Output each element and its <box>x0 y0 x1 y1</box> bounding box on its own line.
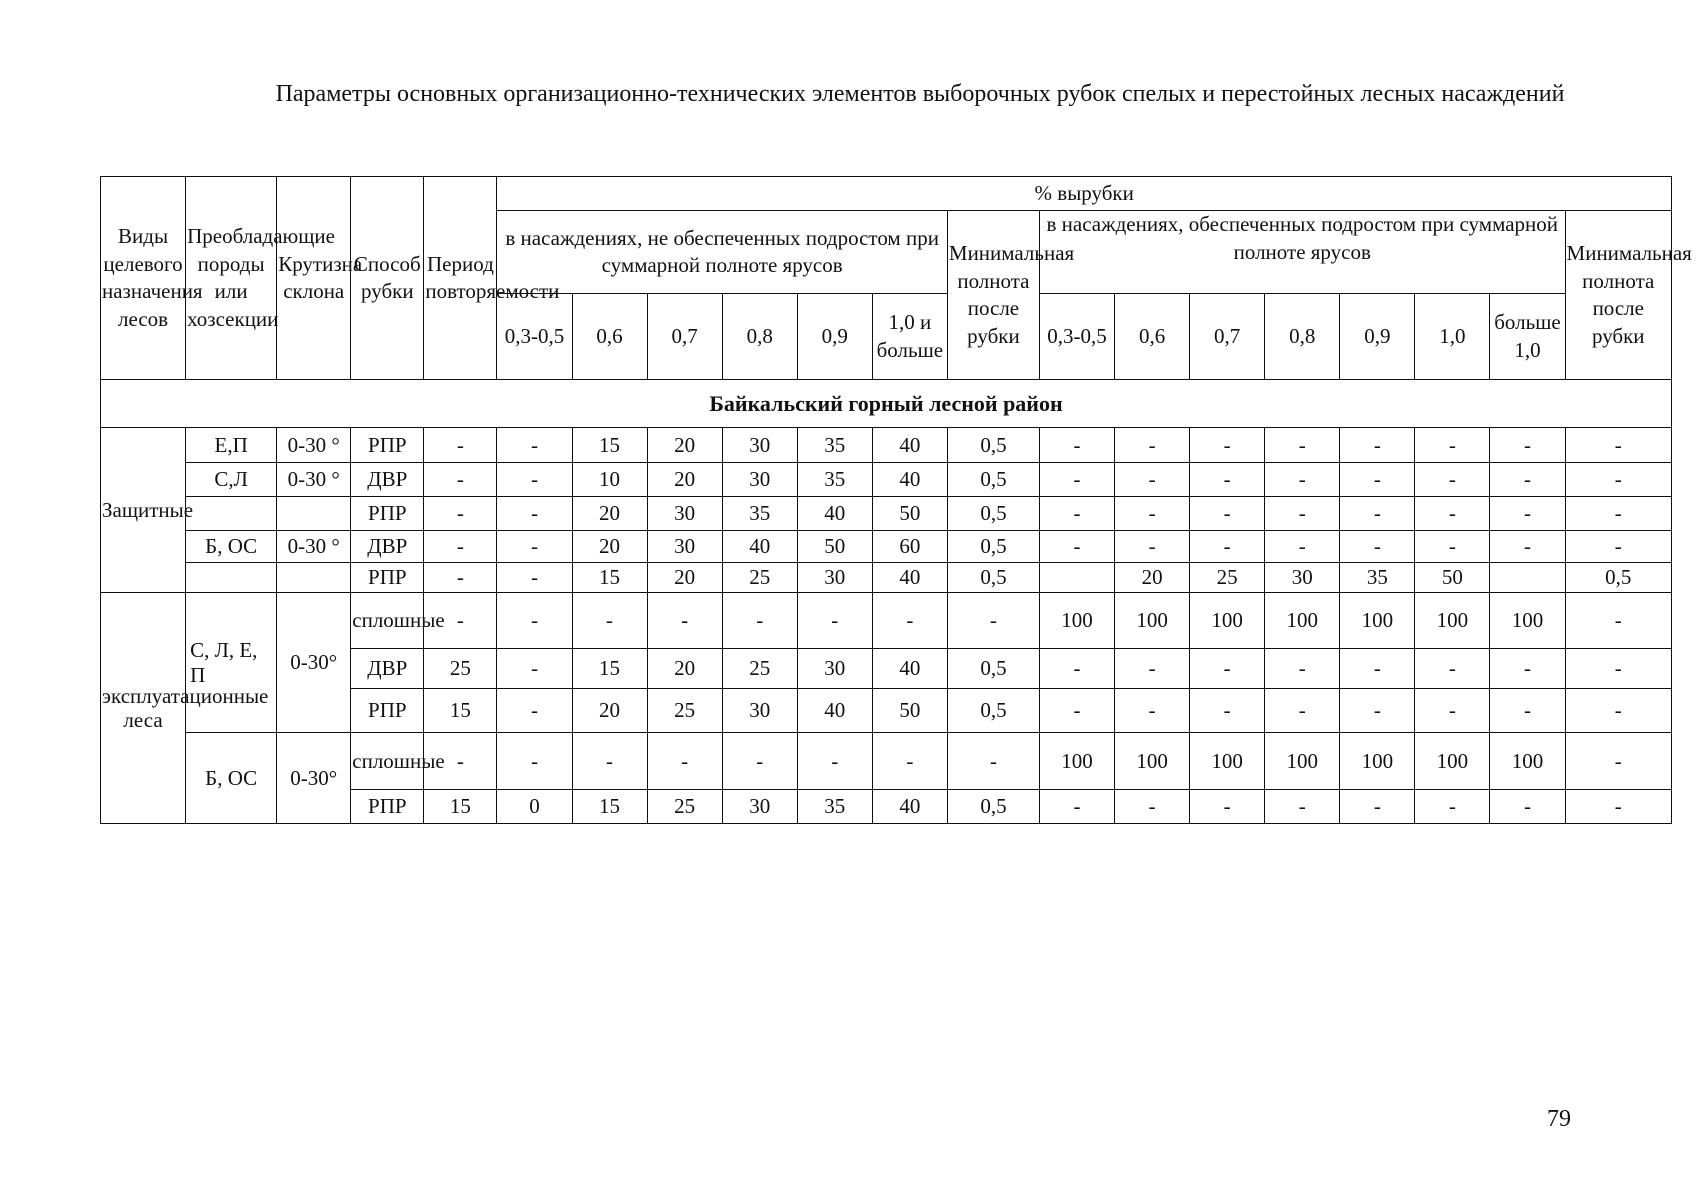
period-cell: 15 <box>424 790 497 824</box>
method-cell: РПР <box>351 428 424 463</box>
value-cell: 35 <box>797 428 872 463</box>
subheader-not: 0,8 <box>722 294 797 380</box>
value-cell: - <box>497 689 572 733</box>
value-cell: 40 <box>872 790 947 824</box>
value-cell: 40 <box>872 463 947 497</box>
value-cell: 20 <box>572 497 647 531</box>
value-cell: 100 <box>1415 593 1490 649</box>
value-cell: - <box>497 463 572 497</box>
value-cell: 60 <box>872 531 947 563</box>
slope-cell: 0-30 ° <box>277 463 351 497</box>
value-cell: - <box>1115 649 1190 689</box>
value-cell: 20 <box>647 649 722 689</box>
subheader-not: 1,0 и больше <box>872 294 947 380</box>
slope-cell: 0-30° <box>277 593 351 733</box>
value-cell: 25 <box>722 649 797 689</box>
value-cell: - <box>1340 497 1415 531</box>
value-cell: - <box>1490 428 1565 463</box>
value-cell: 20 <box>572 689 647 733</box>
header-min-density-yes: Минимальная полнота после рубки <box>1565 211 1671 380</box>
value-cell: - <box>1490 463 1565 497</box>
value-cell: 100 <box>1340 733 1415 790</box>
method-cell: ДВР <box>351 531 424 563</box>
value-cell: 20 <box>572 531 647 563</box>
min-density-cell: - <box>1565 790 1671 824</box>
value-cell: - <box>1415 428 1490 463</box>
species-cell: С, Л, Е, П <box>186 593 277 733</box>
min-density-cell: 0,5 <box>947 531 1039 563</box>
value-cell: - <box>1490 497 1565 531</box>
value-cell: - <box>1265 790 1340 824</box>
min-density-cell: - <box>1565 497 1671 531</box>
value-cell: - <box>1039 428 1114 463</box>
period-cell: - <box>424 531 497 563</box>
slope-cell: 0-30 ° <box>277 531 351 563</box>
value-cell: 25 <box>647 689 722 733</box>
page-title: Параметры основных организационно-технических элементов выборочных рубок спелых и перестойных лесных насаждений <box>275 81 1565 107</box>
min-density-cell: - <box>1565 689 1671 733</box>
value-cell: - <box>572 733 647 790</box>
slope-cell: 0-30 ° <box>277 428 351 463</box>
value-cell: 40 <box>872 649 947 689</box>
value-cell: - <box>1340 649 1415 689</box>
value-cell: 50 <box>797 531 872 563</box>
value-cell: 30 <box>722 790 797 824</box>
value-cell: 30 <box>722 428 797 463</box>
value-cell: 100 <box>1115 733 1190 790</box>
table-row <box>101 531 1672 563</box>
value-cell: - <box>1490 649 1565 689</box>
value-cell: - <box>1490 790 1565 824</box>
header-group-provided: в насаждениях, обеспеченных подростом при суммарной полноте ярусов <box>1039 211 1565 294</box>
table-row <box>101 428 1672 463</box>
value-cell: 25 <box>647 790 722 824</box>
value-cell: - <box>497 649 572 689</box>
value-cell: - <box>1415 463 1490 497</box>
value-cell: - <box>1265 649 1340 689</box>
value-cell: 15 <box>572 790 647 824</box>
value-cell: - <box>1115 463 1190 497</box>
subheader-yes: 1,0 <box>1415 294 1490 380</box>
value-cell: - <box>1115 531 1190 563</box>
value-cell: - <box>1340 689 1415 733</box>
value-cell: - <box>1039 649 1114 689</box>
value-cell: - <box>1265 531 1340 563</box>
subheader-yes: 0,8 <box>1265 294 1340 380</box>
value-cell: 10 <box>572 463 647 497</box>
value-cell: 40 <box>872 428 947 463</box>
min-density-cell: 0,5 <box>947 649 1039 689</box>
value-cell: - <box>872 733 947 790</box>
value-cell: - <box>1115 790 1190 824</box>
method-cell: ДВР <box>351 649 424 689</box>
value-cell: 100 <box>1039 733 1114 790</box>
value-cell: 50 <box>1415 563 1490 593</box>
table-row <box>101 593 1672 649</box>
value-cell: - <box>1039 790 1114 824</box>
min-density-cell: - <box>947 733 1039 790</box>
value-cell: - <box>497 531 572 563</box>
value-cell: 35 <box>1340 563 1415 593</box>
value-cell: 30 <box>797 649 872 689</box>
value-cell: - <box>1340 531 1415 563</box>
value-cell: 30 <box>1265 563 1340 593</box>
min-density-cell: - <box>1565 463 1671 497</box>
min-density-cell: - <box>947 593 1039 649</box>
value-cell: - <box>1265 689 1340 733</box>
value-cell: 100 <box>1190 593 1265 649</box>
value-cell: 30 <box>647 531 722 563</box>
value-cell: 15 <box>572 563 647 593</box>
value-cell: - <box>1190 463 1265 497</box>
period-cell: - <box>424 428 497 463</box>
value-cell: - <box>497 593 572 649</box>
value-cell: - <box>572 593 647 649</box>
value-cell: 100 <box>1340 593 1415 649</box>
species-cell-empty <box>186 563 277 593</box>
min-density-cell: 0,5 <box>1565 563 1671 593</box>
subheader-not: 0,9 <box>797 294 872 380</box>
value-cell: 20 <box>647 563 722 593</box>
value-cell: 20 <box>647 463 722 497</box>
value-cell: 15 <box>572 428 647 463</box>
subheader-yes: 0,6 <box>1115 294 1190 380</box>
species-cell: Б, ОС <box>186 733 277 824</box>
value-cell: 35 <box>797 463 872 497</box>
value-cell: - <box>497 497 572 531</box>
species-cell: С,Л <box>186 463 277 497</box>
value-cell: 25 <box>722 563 797 593</box>
slope-cell-empty <box>277 563 351 593</box>
method-cell: РПР <box>351 497 424 531</box>
value-cell: - <box>1039 531 1114 563</box>
header-vidy: Виды целевого назначения лесов <box>101 177 186 380</box>
header-vyrubka: % вырубки <box>497 177 1672 211</box>
value-cell <box>1039 563 1114 593</box>
period-cell: - <box>424 733 497 790</box>
value-cell: 100 <box>1490 733 1565 790</box>
min-density-cell: 0,5 <box>947 428 1039 463</box>
value-cell: 30 <box>722 689 797 733</box>
min-density-cell: - <box>1565 593 1671 649</box>
value-cell: - <box>1190 428 1265 463</box>
value-cell: - <box>1490 531 1565 563</box>
subheader-yes: 0,7 <box>1190 294 1265 380</box>
value-cell: 40 <box>797 497 872 531</box>
value-cell: - <box>497 428 572 463</box>
method-cell: РПР <box>351 563 424 593</box>
value-cell: - <box>1265 497 1340 531</box>
species-cell: Б, ОС <box>186 531 277 563</box>
value-cell: 100 <box>1265 733 1340 790</box>
page-number: 79 <box>1547 1106 1571 1132</box>
value-cell: 100 <box>1190 733 1265 790</box>
value-cell: - <box>1115 428 1190 463</box>
header-porody: Преобладающие породы или хозсекции <box>186 177 277 380</box>
header-period: Период повторяемости <box>424 177 497 380</box>
value-cell: - <box>1115 497 1190 531</box>
value-cell: 40 <box>797 689 872 733</box>
value-cell: - <box>722 733 797 790</box>
slope-cell-empty <box>277 497 351 531</box>
method-cell: РПР <box>351 689 424 733</box>
value-cell: - <box>497 563 572 593</box>
value-cell: 35 <box>722 497 797 531</box>
value-cell: 20 <box>1115 563 1190 593</box>
subheader-yes: 0,9 <box>1340 294 1415 380</box>
value-cell: - <box>872 593 947 649</box>
subheader-not: 0,3-0,5 <box>497 294 572 380</box>
value-cell: - <box>1415 497 1490 531</box>
subheader-not: 0,6 <box>572 294 647 380</box>
value-cell: - <box>797 593 872 649</box>
table-row <box>101 733 1672 790</box>
value-cell: 50 <box>872 497 947 531</box>
value-cell: 20 <box>647 428 722 463</box>
value-cell: - <box>647 593 722 649</box>
period-cell: 25 <box>424 649 497 689</box>
value-cell: 25 <box>1190 563 1265 593</box>
period-cell: - <box>424 497 497 531</box>
value-cell: - <box>1039 463 1114 497</box>
value-cell: 40 <box>722 531 797 563</box>
value-cell: - <box>1415 689 1490 733</box>
value-cell: - <box>1340 463 1415 497</box>
value-cell: - <box>1039 497 1114 531</box>
header-krutizna: Крутизна склона <box>277 177 351 380</box>
value-cell: 0 <box>497 790 572 824</box>
value-cell: - <box>1340 790 1415 824</box>
period-cell: - <box>424 463 497 497</box>
min-density-cell: 0,5 <box>947 790 1039 824</box>
value-cell: - <box>1190 790 1265 824</box>
species-cell-empty <box>186 497 277 531</box>
value-cell: - <box>1039 689 1114 733</box>
value-cell <box>1490 563 1565 593</box>
value-cell: - <box>1265 428 1340 463</box>
value-cell: 100 <box>1265 593 1340 649</box>
value-cell: - <box>722 593 797 649</box>
value-cell: - <box>1190 689 1265 733</box>
period-cell: - <box>424 563 497 593</box>
value-cell: - <box>1415 531 1490 563</box>
value-cell: 15 <box>572 649 647 689</box>
value-cell: 30 <box>797 563 872 593</box>
period-cell: 15 <box>424 689 497 733</box>
species-cell: Е,П <box>186 428 277 463</box>
method-cell: ДВР <box>351 463 424 497</box>
value-cell: - <box>1415 790 1490 824</box>
value-cell: - <box>1190 649 1265 689</box>
min-density-cell: 0,5 <box>947 463 1039 497</box>
value-cell: - <box>1190 531 1265 563</box>
value-cell: - <box>497 733 572 790</box>
min-density-cell: - <box>1565 733 1671 790</box>
table-row <box>101 463 1672 497</box>
value-cell: 30 <box>647 497 722 531</box>
slope-cell: 0-30° <box>277 733 351 824</box>
value-cell: 100 <box>1490 593 1565 649</box>
value-cell: - <box>1190 497 1265 531</box>
value-cell: 40 <box>872 563 947 593</box>
subheader-yes: 0,3-0,5 <box>1039 294 1114 380</box>
method-cell: сплошные <box>351 733 424 790</box>
value-cell: 100 <box>1039 593 1114 649</box>
value-cell: - <box>1115 689 1190 733</box>
period-cell: - <box>424 593 497 649</box>
value-cell: 100 <box>1415 733 1490 790</box>
subheader-yes: больше 1,0 <box>1490 294 1565 380</box>
method-cell: РПР <box>351 790 424 824</box>
value-cell: 30 <box>722 463 797 497</box>
header-group-not-provided: в насаждениях, не обеспеченных подростом при суммарной полноте ярусов <box>497 211 947 294</box>
min-density-cell: - <box>1565 649 1671 689</box>
group-protective: Защитные <box>101 428 186 593</box>
min-density-cell: - <box>1565 428 1671 463</box>
method-cell: сплошные <box>351 593 424 649</box>
min-density-cell: 0,5 <box>947 689 1039 733</box>
min-density-cell: - <box>1565 531 1671 563</box>
value-cell: 50 <box>872 689 947 733</box>
value-cell: - <box>1415 649 1490 689</box>
value-cell: - <box>1265 463 1340 497</box>
header-min-density-not: Минимальная полнота после рубки <box>947 211 1039 380</box>
min-density-cell: 0,5 <box>947 497 1039 531</box>
value-cell: 100 <box>1115 593 1190 649</box>
region-title: Байкальский горный лесной район <box>101 380 1672 428</box>
header-sposob: Способ рубки <box>351 177 424 380</box>
table-row <box>101 563 1672 593</box>
value-cell: - <box>1490 689 1565 733</box>
value-cell: - <box>797 733 872 790</box>
value-cell: 35 <box>797 790 872 824</box>
felling-parameters-table <box>100 176 1692 824</box>
group-exploitation: эксплуатационные леса <box>101 593 186 824</box>
value-cell: - <box>647 733 722 790</box>
value-cell: - <box>1340 428 1415 463</box>
min-density-cell: 0,5 <box>947 563 1039 593</box>
table-row <box>101 497 1672 531</box>
subheader-not: 0,7 <box>647 294 722 380</box>
